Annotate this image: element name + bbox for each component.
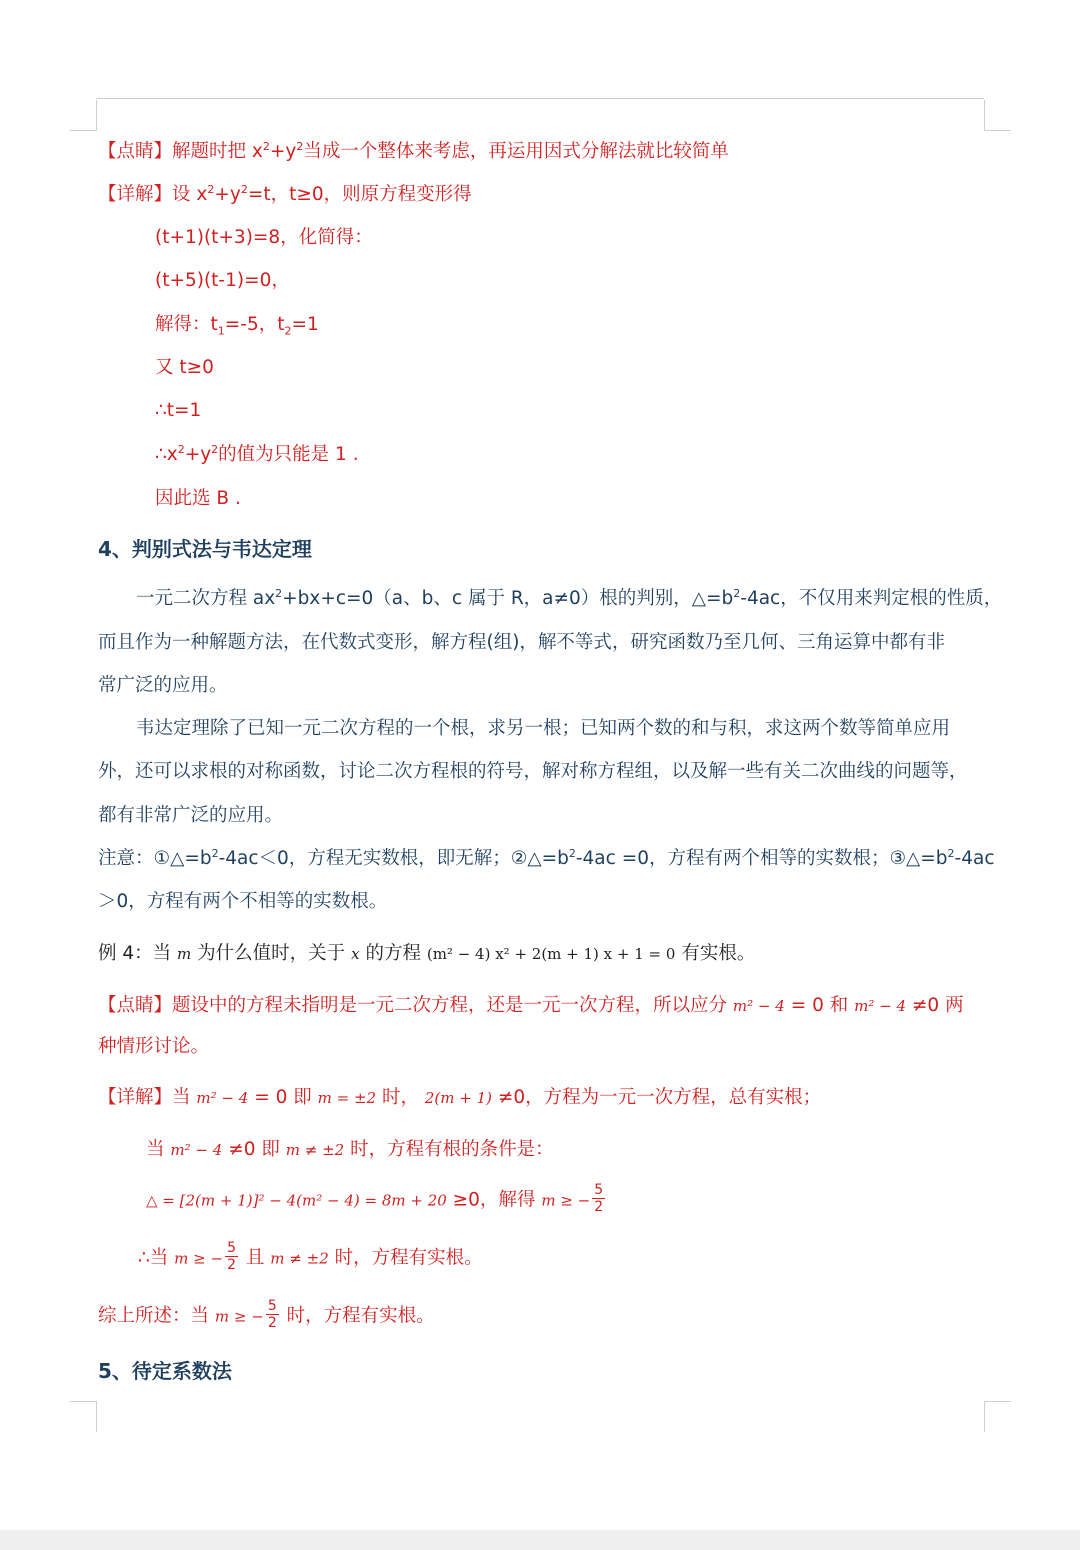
- delta-frac-den: 2: [594, 1199, 604, 1215]
- ex4-case2-line: [146, 1137, 554, 1163]
- section4-p2-line1: 韦达定理除了已知一元二次方程的一个根，求另一根；已知两个数的和与积，求这两个数等简单应用: [136, 718, 951, 739]
- example-4-question: [98, 941, 755, 967]
- ex4-label-b: 为什么值时，关于: [197, 943, 346, 964]
- step3-text-a: 解得：t: [155, 314, 218, 335]
- summary-text-a: 综上所述：当: [98, 1305, 210, 1327]
- detail-step-7: 因此选 B .: [155, 488, 241, 509]
- hint-sup-2: 2: [296, 139, 304, 153]
- ex4-detail-line1: [98, 1085, 821, 1111]
- step3-text-c: =1: [291, 314, 319, 335]
- therefore-text-c: 时，方程有实根。: [334, 1247, 483, 1269]
- therefore-text-a: ∴当: [138, 1247, 169, 1269]
- ex4-equation: (m² − 4) x² + 2(m + 1) x + 1 = 0: [426, 945, 676, 963]
- case2-text-c: 时，方程有根的条件是：: [350, 1139, 554, 1160]
- ex4-var-x: x: [351, 945, 360, 963]
- ex4-hint-line1: [98, 993, 964, 1019]
- detail-step-2: (t+5)(t-1)=0，: [155, 270, 290, 291]
- section4-p1-line1: [136, 586, 1002, 612]
- ex4-hint-text-c: ≠0 两: [911, 995, 964, 1016]
- ex4-detail-text-b: = 0 即: [254, 1087, 312, 1108]
- ex4-label-c: 的方程: [365, 943, 421, 964]
- detail-step-6: [155, 442, 359, 468]
- therefore-frac-den: 2: [227, 1257, 236, 1273]
- delta-text-b: ≥0，解得: [452, 1189, 536, 1211]
- ex4-label-a: 例 4：当: [98, 943, 172, 964]
- detail-sup-1: 2: [207, 182, 215, 196]
- hint-line: [98, 139, 729, 165]
- step3-text-b: =-5，t: [224, 314, 285, 335]
- ex4-hint-text-a: 题设中的方程未指明是一元二次方程，还是一元一次方程，所以应分: [172, 995, 728, 1016]
- therefore-eq-1: m ≥ −: [174, 1249, 224, 1268]
- ex4-hint-eq-1: m² − 4: [732, 997, 785, 1015]
- summary-text-b: 时，方程有实根。: [286, 1305, 435, 1327]
- ex4-hint-eq-2: m² − 4: [854, 997, 907, 1015]
- section-5-heading: 5、待定系数法: [98, 1359, 232, 1383]
- detail-text-c: =t，t≥0，则原方程变形得: [247, 184, 472, 205]
- case2-text-b: ≠0 即: [228, 1139, 280, 1160]
- detail-tag: 【详解】: [98, 184, 173, 205]
- ex4-detail-text-a: 当: [172, 1087, 191, 1108]
- ex4-delta-line: [146, 1184, 607, 1217]
- note-sup-2: 2: [568, 846, 576, 860]
- section4-note-line2: ＞0，方程有两个不相等的实数根。: [98, 891, 388, 912]
- case2-eq-2: m ≠ ±2: [285, 1141, 345, 1159]
- delta-fraction: [592, 1182, 605, 1215]
- ex4-label-d: 有实根。: [681, 943, 756, 964]
- delta-eq-2: m ≥ −: [541, 1191, 591, 1210]
- corner-mark-bottom-right: [984, 1401, 1011, 1432]
- section4-p1-line2: 而且作为一种解题方法，在代数式变形，解方程(组)，解不等式，研究函数乃至几何、三角运算中都有非: [98, 632, 945, 653]
- step6-text-b: +y: [184, 444, 212, 465]
- therefore-eq-2: m ≠ ±2: [270, 1249, 329, 1268]
- ex4-detail-eq-2: m = ±2: [317, 1089, 377, 1107]
- hint-tag: 【点睛】: [98, 141, 173, 162]
- therefore-frac-num: 5: [227, 1240, 236, 1256]
- detail-text-b: +y: [214, 184, 241, 205]
- note-sup-3: 2: [947, 846, 955, 860]
- summary-frac-num: 5: [267, 1298, 277, 1314]
- step6-sup-1: 2: [177, 442, 185, 456]
- step6-text-a: ∴x: [155, 444, 178, 465]
- note-text-b: -4ac＜0，方程无实数根，即无解；②△=b: [218, 848, 569, 869]
- ex4-detail-text-d: ≠0，方程为一元一次方程，总有实根；: [497, 1087, 822, 1108]
- detail-line: [98, 182, 472, 208]
- section-4-heading: 4、判别式法与韦达定理: [98, 537, 312, 561]
- p1-sup-1: 2: [275, 586, 283, 600]
- corner-mark-top-left: [70, 100, 97, 131]
- detail-text-a: 设 x: [172, 184, 208, 205]
- ex4-therefore-line: [138, 1242, 483, 1275]
- summary-eq: m ≥ −: [214, 1307, 264, 1326]
- ex4-detail-tag: 【详解】: [98, 1087, 173, 1108]
- step6-sup-2: 2: [211, 442, 219, 456]
- section4-p2-line2: 外，还可以求根的对称函数，讨论二次方程根的符号，解对称方程组，以及解一些有关二次曲线的问题等，: [98, 761, 968, 782]
- case2-text-a: 当: [146, 1139, 165, 1160]
- ex4-detail-eq-3: 2(m + 1): [424, 1089, 493, 1107]
- p1-text-c: -4ac，不仅用来判定根的性质，: [740, 588, 1003, 609]
- therefore-fraction: [225, 1240, 238, 1273]
- case2-eq-1: m² − 4: [170, 1141, 223, 1159]
- detail-step-1: (t+1)(t+3)=8，化简得：: [155, 227, 373, 248]
- p1-sup-2: 2: [733, 586, 741, 600]
- hint-text-b: +y: [269, 141, 297, 162]
- page-top-rule: [96, 98, 984, 99]
- delta-frac-num: 5: [594, 1182, 604, 1198]
- ex4-hint-line2: 种情形讨论。: [98, 1036, 210, 1057]
- note-text-d: -4ac: [954, 848, 995, 869]
- ex4-hint-tag: 【点睛】: [98, 995, 173, 1016]
- delta-equation: △ = [2(m + 1)]² − 4(m² − 4) = 8m + 20: [146, 1191, 447, 1210]
- section4-note-line1: [98, 846, 995, 872]
- corner-mark-top-right: [984, 100, 1011, 131]
- step3-sub-1: 1: [217, 324, 225, 338]
- viewer-bottom-bar: [0, 1530, 1080, 1550]
- ex4-var-m: m: [177, 945, 192, 963]
- note-text-a: 注意：①△=b: [98, 848, 212, 869]
- note-sup-1: 2: [211, 846, 219, 860]
- therefore-text-b: 且: [245, 1247, 265, 1269]
- section4-p2-line3: 都有非常广泛的应用。: [98, 805, 284, 826]
- p1-text-b: +bx+c=0（a、b、c 属于 R，a≠0）根的判别，△=b: [282, 588, 734, 609]
- corner-mark-bottom-left: [70, 1401, 97, 1432]
- step3-sub-2: 2: [284, 324, 292, 338]
- note-text-c: -4ac =0，方程有两个相等的实数根；③△=b: [575, 848, 948, 869]
- detail-step-5: ∴t=1: [155, 400, 202, 421]
- detail-sup-2: 2: [240, 182, 248, 196]
- ex4-detail-text-c: 时，: [381, 1087, 419, 1108]
- p1-text-a: 一元二次方程 ax: [136, 588, 276, 609]
- section4-p1-line3: 常广泛的应用。: [98, 675, 228, 696]
- ex4-summary-line: [98, 1300, 435, 1333]
- ex4-hint-text-b: = 0 和: [790, 995, 849, 1016]
- summary-frac-den: 2: [267, 1315, 277, 1331]
- hint-sup-1: 2: [262, 139, 270, 153]
- summary-fraction: [266, 1298, 279, 1331]
- hint-text-a: 解题时把 x: [172, 141, 263, 162]
- detail-step-4: 又 t≥0: [155, 357, 214, 378]
- detail-step-3: [155, 312, 319, 338]
- step6-text-c: 的值为只能是 1 .: [218, 444, 359, 465]
- ex4-detail-eq-1: m² − 4: [196, 1089, 249, 1107]
- hint-text-c: 当成一个整体来考虑，再运用因式分解法就比较简单: [303, 141, 729, 162]
